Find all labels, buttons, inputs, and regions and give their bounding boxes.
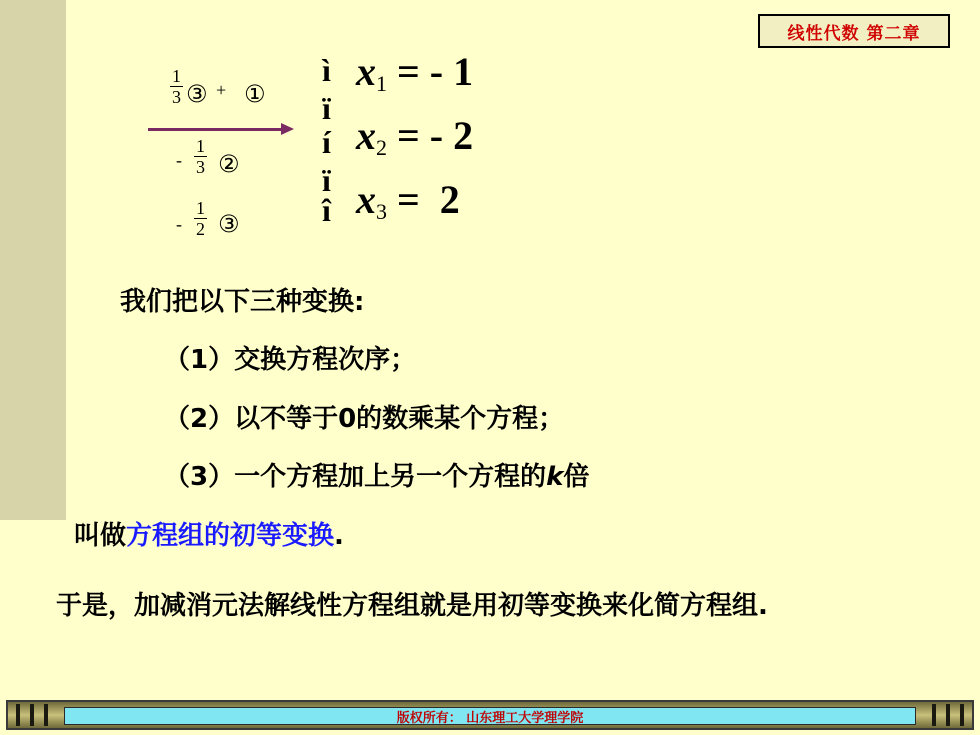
op1-denominator: 3 (172, 87, 181, 107)
footer-tick (30, 704, 34, 726)
footer-panel (64, 707, 916, 725)
eq2-var: x (356, 113, 376, 158)
op1-eq3: ③ (186, 80, 208, 108)
op1-fraction (170, 66, 183, 107)
op2-fraction (194, 136, 207, 177)
op1-numerator: 1 (172, 66, 181, 86)
footer-tick (44, 704, 48, 726)
eq1-var: x (356, 49, 376, 94)
intro-text: 我们把以下三种变换: (120, 287, 365, 317)
equation-row-1 (356, 49, 474, 104)
op2-minus: - (176, 150, 182, 170)
equation-row-2 (356, 113, 474, 168)
item-3 (164, 456, 589, 493)
transform-arrow (148, 128, 283, 131)
footer-tick (16, 704, 20, 726)
footer-bar (6, 700, 974, 730)
op2-denominator: 3 (196, 157, 205, 177)
eq3-sub: 3 (376, 199, 387, 224)
definition-period: . (334, 521, 344, 551)
brace-bottom: î (322, 192, 331, 228)
definition-line (74, 515, 344, 552)
footer-tick (932, 704, 936, 726)
eq2-sub: 2 (376, 135, 387, 160)
eq3-var: x (356, 177, 376, 222)
footer-tick (946, 704, 950, 726)
op3-fraction (194, 198, 207, 239)
equation-row-3 (356, 177, 460, 232)
op3-denominator: 2 (196, 219, 205, 239)
item-2: （2）以不等于0的数乘某个方程； (164, 404, 565, 434)
brace-upper-mid: ï (322, 90, 331, 126)
item-3-suffix: 倍 (563, 462, 590, 492)
op3-numerator: 1 (196, 198, 205, 218)
elementary-transformation-term: 方程组的初等变换 (126, 521, 335, 551)
op1-target-eq1: ① (244, 80, 266, 108)
brace-top: ì (322, 52, 331, 88)
item-1: （1）交换方程次序； (164, 345, 417, 375)
op3-eq3: ③ (218, 210, 240, 238)
transform-arrow-head (281, 123, 294, 135)
eq2-rhs: = - 2 (397, 113, 474, 158)
eq1-rhs: = - 1 (397, 49, 474, 94)
eq3-rhs: = 2 (397, 177, 460, 222)
conclusion-text: 于是，加减消元法解线性方程组就是用初等变换来化简方程组. (56, 591, 768, 621)
op2-numerator: 1 (196, 136, 205, 156)
footer-copyright: 版权所有： 山东理工大学理学院 (396, 710, 584, 726)
brace-center: í (322, 124, 331, 160)
item-3-text: （3）一个方程加上另一个方程的 (164, 462, 547, 492)
op2-eq2: ② (218, 150, 240, 178)
footer-tick (960, 704, 964, 726)
chapter-tag: 线性代数 第二章 (758, 14, 950, 48)
brace-lower-mid: ï (322, 162, 331, 198)
op3-minus: - (176, 214, 182, 234)
eq1-sub: 1 (376, 71, 387, 96)
item-3-k: k (546, 462, 564, 492)
side-bar (0, 0, 66, 520)
op1-plus: + (216, 80, 227, 100)
definition-prefix: 叫做 (74, 521, 127, 551)
